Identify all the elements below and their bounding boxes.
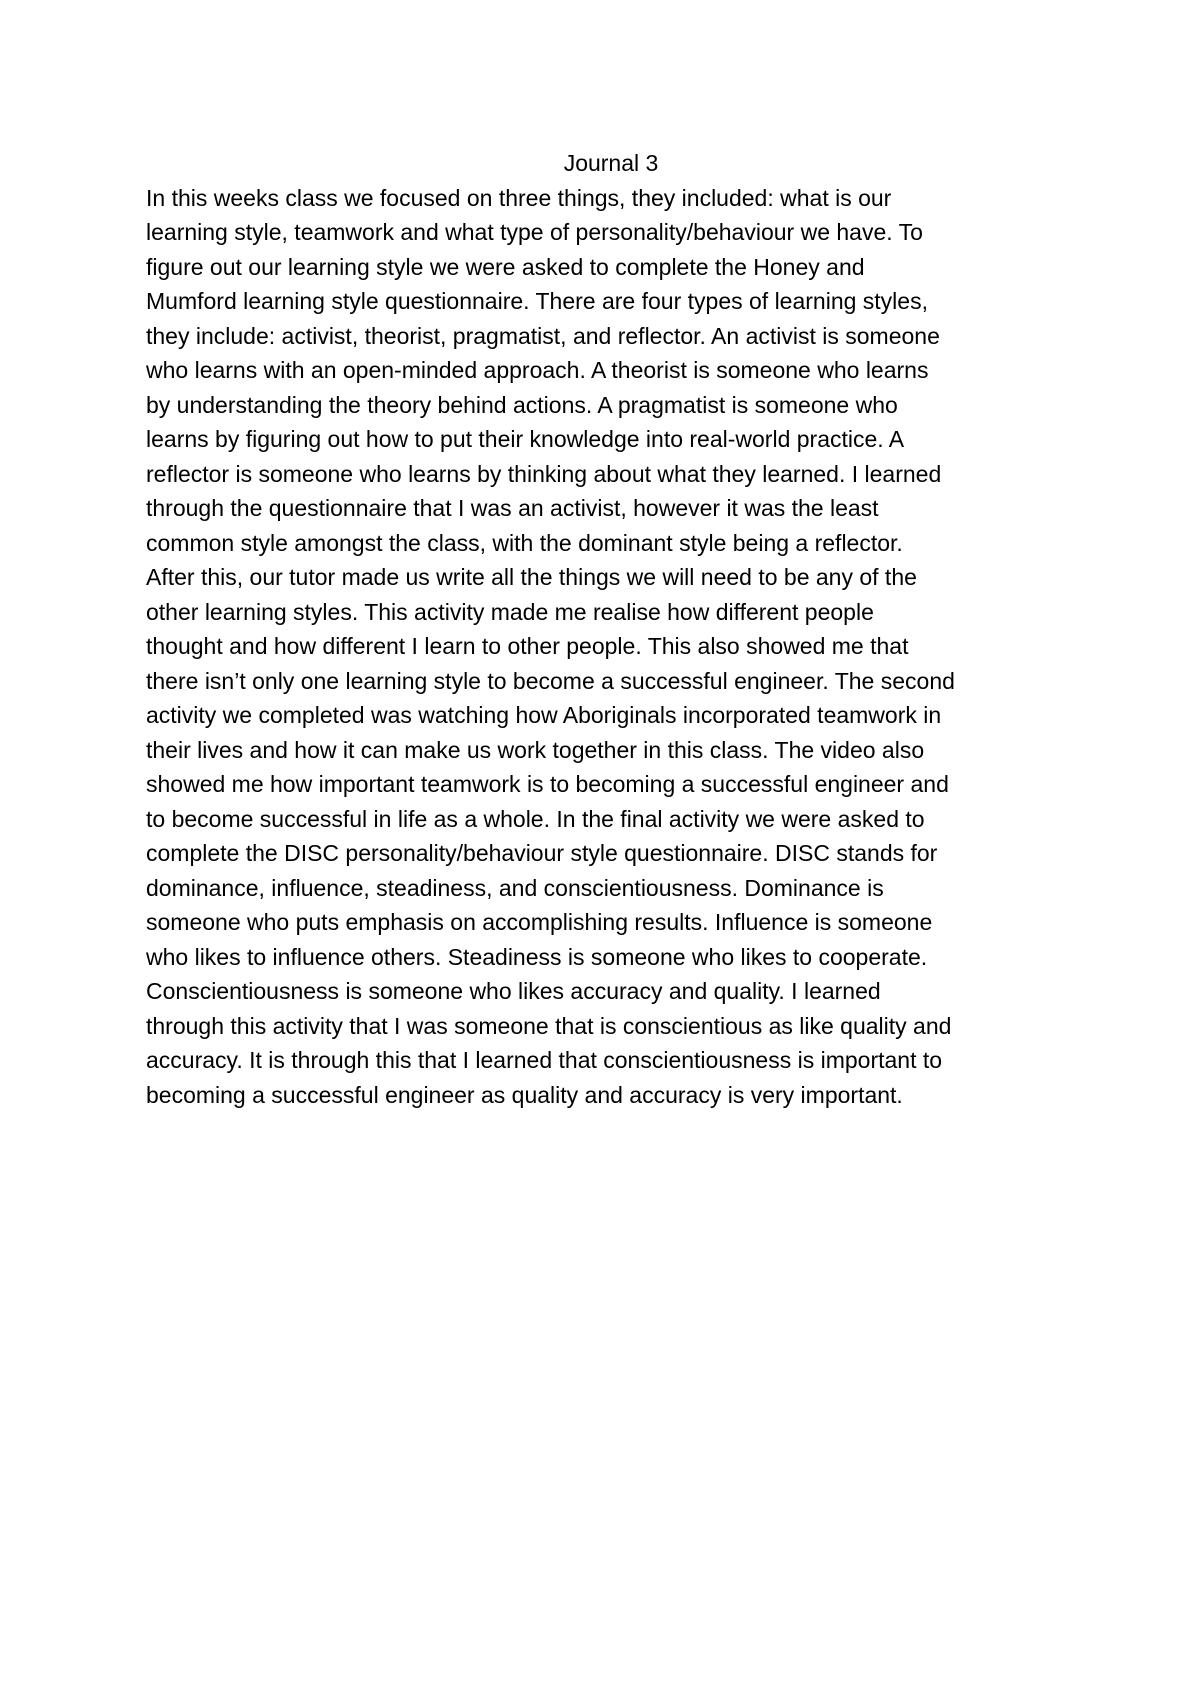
body-line-19: to become successful in life as a whole. In the final activity we were asked to [146, 805, 925, 832]
body-line-11: common style amongst the class, with the dominant style being a reflector. [146, 529, 903, 556]
body-line-27: becoming a successful engineer as quality and accuracy is very important. [146, 1081, 903, 1108]
body-line-18: showed me how important teamwork is to becoming a successful engineer and [146, 771, 949, 797]
document-title: Journal 3 [563, 150, 659, 176]
journal-body [146, 181, 1076, 1113]
body-line-21: dominance, influence, steadiness, and conscientiousness. Dominance is [146, 874, 884, 901]
body-line-26: accuracy. It is through this that I learned that conscientiousness is important to [146, 1047, 943, 1073]
body-line-17: their lives and how it can make us work together in this class. The video also [146, 736, 925, 763]
body-line-10: through the questionnaire that I was an activist, however it was the least [146, 495, 879, 521]
body-line-3: figure out our learning style we were asked to complete the Honey and [146, 253, 865, 280]
body-line-12: After this, our tutor made us write all the things we will need to be any of the [146, 564, 917, 590]
body-line-2: learning style, teamwork and what type of personality/behaviour we have. To [146, 219, 923, 245]
body-line-20: complete the DISC personality/behaviour style questionnaire. DISC stands for [146, 840, 938, 866]
body-line-5: they include: activist, theorist, pragmatist, and reflector. An activist is someone [146, 322, 940, 349]
body-line-25: through this activity that I was someone that is conscientious as like quality and [146, 1012, 952, 1039]
body-line-16: activity we completed was watching how Aboriginals incorporated teamwork in [146, 702, 942, 728]
body-line-6: who learns with an open-minded approach. A theorist is someone who learns [146, 357, 929, 383]
body-line-1: In this weeks class we focused on three things, they included: what is our [146, 184, 892, 211]
body-line-22: someone who puts emphasis on accomplishing results. Influence is someone [146, 909, 933, 935]
body-line-14: thought and how different I learn to other people. This also showed me that [146, 633, 909, 659]
body-line-8: learns by figuring out how to put their knowledge into real-world practice. A [146, 426, 905, 452]
body-line-24: Conscientiousness is someone who likes accuracy and quality. I learned [146, 978, 881, 1004]
body-line-23: who likes to influence others. Steadiness is someone who likes to cooperate. [146, 943, 928, 970]
body-line-15: there isn’t only one learning style to become a successful engineer. The second [146, 667, 955, 694]
body-line-7: by understanding the theory behind actions. A pragmatist is someone who [146, 391, 898, 418]
body-line-9: reflector is someone who learns by thinking about what they learned. I learned [146, 460, 942, 487]
body-line-4: Mumford learning style questionnaire. There are four types of learning styles, [146, 288, 928, 314]
document-content [146, 146, 1076, 1112]
body-line-13: other learning styles. This activity made me realise how different people [146, 598, 874, 625]
